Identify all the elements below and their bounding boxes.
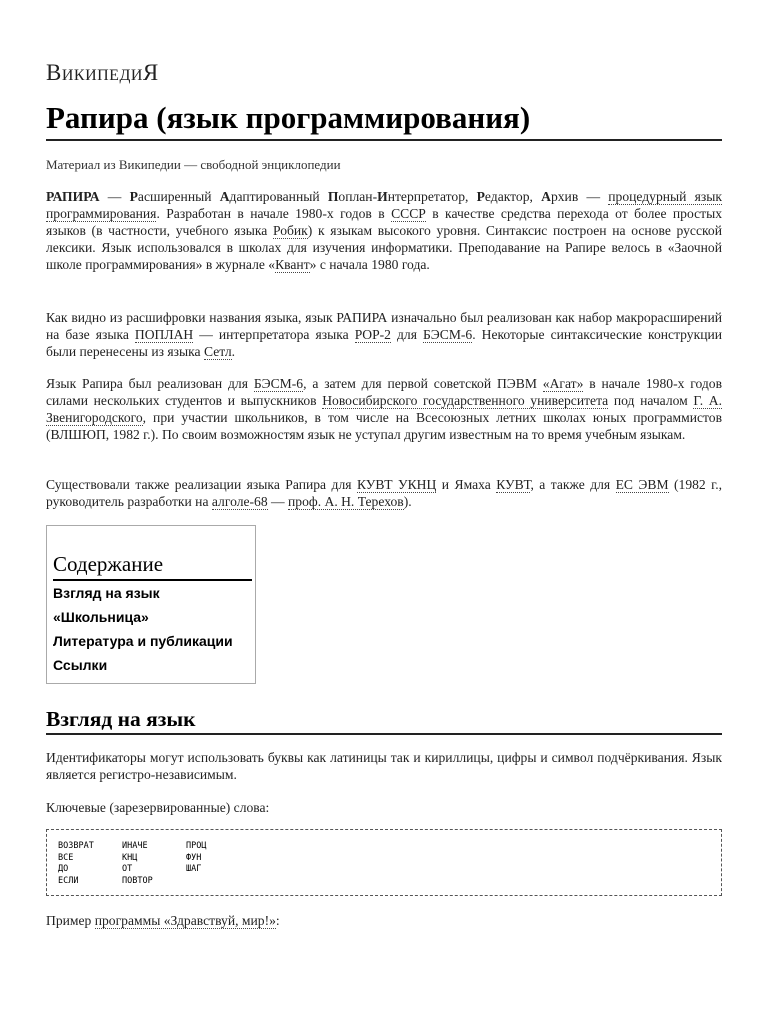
text: ) к языкам высокого уровня. Синтаксис построен на основе русской лексики. Язык использовался в школах для изучения информатики. Преподавание на Рапире велось в «Заочной школе программирования» в журнале « <box>46 223 722 272</box>
keyword: ОТ <box>122 864 133 874</box>
text: едактор, <box>484 189 542 204</box>
intro-paragraph <box>46 188 722 273</box>
link-poplan[interactable]: ПОПЛАН <box>134 327 194 342</box>
link-procedural-language[interactable]: процедурный язык программирования <box>46 189 723 221</box>
text: » с начала 1980 года. <box>309 257 430 272</box>
text: Как видно из расшифровки названия языка, язык РАПИРА изначально был реализован как набор макрорасширений на базе языка <box>46 310 722 342</box>
link-kuvt-uknts[interactable]: КУВТ УКНЦ <box>356 477 437 492</box>
toc-item[interactable]: Литература и публикации <box>53 633 233 649</box>
link-ussr[interactable]: СССР <box>391 206 426 221</box>
link-agat[interactable]: «Агат» <box>542 376 584 391</box>
text: оплан- <box>338 189 378 204</box>
acronym-letter: Р <box>476 189 485 204</box>
keyword <box>186 876 256 888</box>
keywords-code-block <box>46 829 722 896</box>
toc-item[interactable]: «Школьница» <box>53 609 149 625</box>
text: Существовали также реализации языка Рапира для <box>46 477 357 492</box>
text: для <box>390 327 423 342</box>
link-pop-2[interactable]: POP-2 <box>354 327 391 342</box>
text: даптированный <box>229 189 328 204</box>
text: — интерпретатора языка <box>193 327 355 342</box>
link-besm-6[interactable]: БЭСМ-6 <box>253 376 304 391</box>
text: Пример <box>46 913 95 928</box>
text: и <box>436 477 455 492</box>
paragraph-3 <box>46 375 722 443</box>
acronym-letter: П <box>327 189 339 204</box>
term-name: РАПИРА <box>46 189 100 204</box>
acronym-letter: А <box>541 189 551 204</box>
text: : <box>275 913 280 928</box>
text: , а также для <box>530 477 616 492</box>
keyword: ШАГ <box>186 864 202 874</box>
logo-letter: Я <box>142 60 159 85</box>
text: , при участии школьников, в том числе на Всесоюзных летних школах юных программистов (ВЛШЮП, 1982 г.). По своим возможностям язык не уступал другим известным на то время учебным языкам. <box>46 410 722 442</box>
link-es-evm[interactable]: ЕС ЭВМ <box>615 477 669 492</box>
link-kuvt[interactable]: КУВТ <box>496 477 531 492</box>
text: . <box>231 344 236 359</box>
link-zvenigorodsky[interactable]: Г. А. Звенигородского <box>46 393 722 425</box>
link-algol-68[interactable]: алголе-68 <box>211 494 268 509</box>
text: в качестве средства перехода от более простых языков (в частности, учебного языка <box>46 206 722 238</box>
text: (1982 г., руководитель разработки на <box>46 477 722 509</box>
logo-letters: ИКИПЕДИ <box>61 67 143 84</box>
paragraph-2 <box>46 309 722 360</box>
keyword: ИНАЧЕ <box>122 841 148 851</box>
link-kvant[interactable]: Квант <box>275 257 310 272</box>
link-setl[interactable]: Сетл <box>203 344 232 359</box>
keyword: ПРОЦ <box>186 841 207 851</box>
link-besm-6[interactable]: БЭСМ-6 <box>422 327 473 342</box>
link-robik[interactable]: Робик <box>272 223 308 238</box>
table-of-contents <box>46 525 256 684</box>
keyword: ЕСЛИ <box>58 875 79 886</box>
text: нтерпретатор, <box>387 189 477 204</box>
text: асширенный <box>137 189 220 204</box>
keyword: ВОЗВРАТ <box>58 841 94 851</box>
section-heading: Взгляд на язык <box>46 706 722 735</box>
text: . Некоторые синтаксические конструкции были перенесены из языка <box>46 327 723 359</box>
keyword: КНЦ <box>122 852 138 863</box>
keyword: ПОВТОР <box>122 875 153 886</box>
keywords-grid <box>58 841 256 887</box>
link-terekhov[interactable]: проф. А. Н. Терехов <box>288 494 404 509</box>
example-intro <box>46 912 722 929</box>
text: Ямаха <box>454 477 497 492</box>
section-paragraph: Идентификаторы могут использовать буквы как латиницы так и кириллицы, цифры и символ подчёркивания. Язык является регистро-независимым. <box>46 750 722 782</box>
toc-item[interactable]: Взгляд на язык <box>53 585 160 601</box>
keyword: ВСЕ <box>58 852 74 863</box>
text: под началом <box>608 393 694 408</box>
text: . Разработан в начале 1980-х годов в <box>156 206 392 221</box>
link-nsu[interactable]: Новосибирского государственного университета <box>322 393 609 408</box>
link-hello-world[interactable]: программы «Здравствуй, мир!» <box>94 913 276 928</box>
logo-letter: В <box>46 60 62 85</box>
text: ). <box>403 494 412 509</box>
toc-item[interactable]: Ссылки <box>53 657 108 673</box>
paragraph-4 <box>46 476 722 510</box>
keywords-intro: Ключевые (зарезервированные) слова: <box>46 800 270 815</box>
keyword: ДО <box>58 864 69 874</box>
acronym-letter: Р <box>129 189 138 204</box>
text: — <box>99 189 130 204</box>
text: Язык Рапира был реализован для <box>46 376 254 391</box>
toc-title: Содержание <box>53 552 252 581</box>
keyword: ФУН <box>186 852 202 863</box>
text: рхив — <box>550 189 609 204</box>
text: в начале 1980-х годов силами нескольких студентов и выпускников <box>46 376 723 408</box>
site-tagline: Материал из Википедии — свободной энциклопедии <box>46 157 341 172</box>
wikipedia-logo[interactable] <box>46 60 159 86</box>
text: , а затем для первой советской ПЭВМ <box>303 376 543 391</box>
acronym-letter: И <box>377 189 388 204</box>
page-title: Рапира (язык программирования) <box>46 98 722 141</box>
acronym-letter: А <box>219 189 230 204</box>
text: — <box>267 494 289 509</box>
